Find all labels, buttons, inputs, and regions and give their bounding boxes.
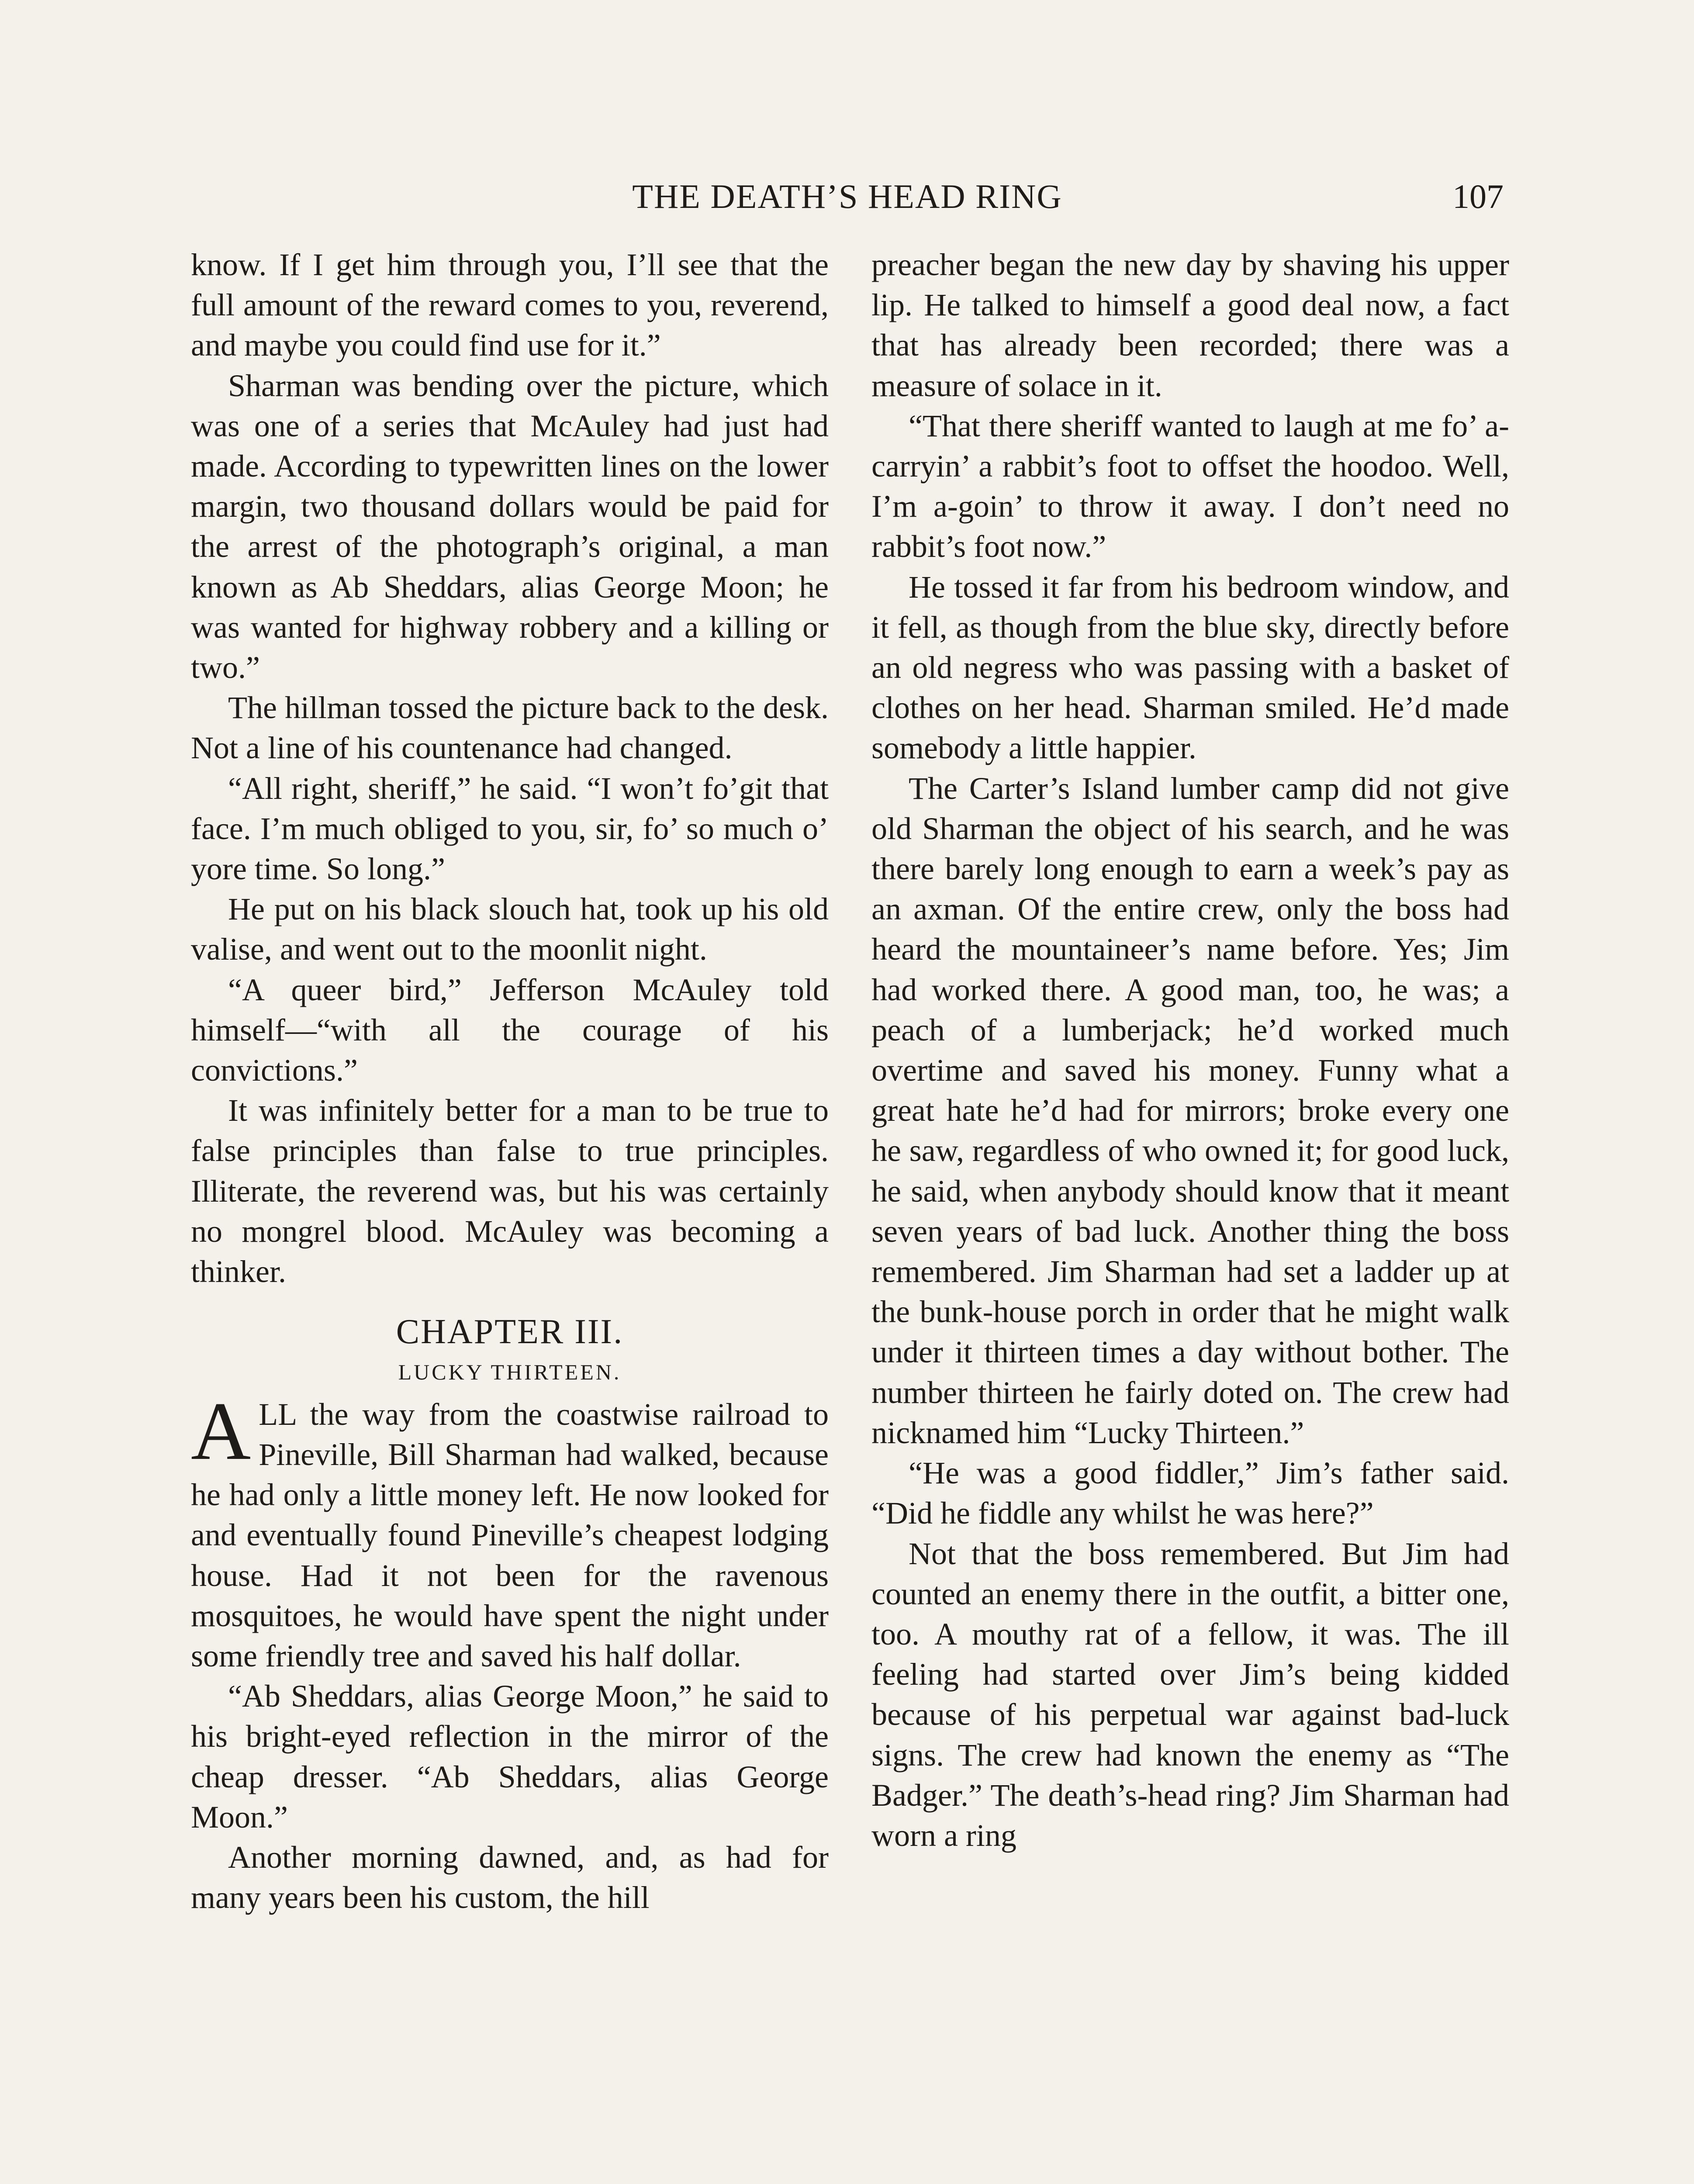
page-number: 107 bbox=[1452, 177, 1504, 215]
running-head bbox=[191, 170, 1504, 223]
paragraph: “A queer bird,” Jefferson McAuley told himself—“with all the courage of his convictions.” bbox=[191, 972, 829, 1088]
paragraph: “He was a good fiddler,” Jim’s father said. “Did he fiddle any whilst he was here?” bbox=[871, 1455, 1509, 1531]
chapter-opening-paragraph bbox=[191, 1385, 829, 1676]
paragraph: He put on his black slouch hat, took up his old valise, and went out to the moonlit night. bbox=[191, 892, 829, 967]
left-column bbox=[191, 245, 829, 1918]
paragraph: preacher began the new day by shaving his upper lip. He talked to himself a good deal now, a fact that has already been recorded; there was a measure of solace in it. bbox=[871, 247, 1509, 403]
paragraph: “That there sheriff wanted to laugh at me fo’ a-carryin’ a rabbit’s foot to offset the hoodoo. Well, I’m a-goin’ to throw it away. I don’t need no rabbit’s foot now.” bbox=[871, 408, 1509, 564]
running-title: THE DEATH’S HEAD RING bbox=[632, 177, 1062, 215]
paragraph-text: LL the way from the coastwise railroad to Pineville, Bill Sharman had walked, because he had only a little money left. He now looked for and eventually found Pineville’s cheapest lodging house. Had it not been for the ravenous mosquitoes, he would have spent the night under some friendly tree and saved his half dollar. bbox=[191, 1396, 829, 1673]
paragraph: The hillman tossed the picture back to the desk. Not a line of his countenance had changed. bbox=[191, 690, 829, 766]
paragraph: The Carter’s Island lumber camp did not give old Sharman the object of his search, and he was there barely long enough to earn a week’s pay as an axman. Of the entire crew, only the boss had heard the mountaineer’s name before. Yes; Jim had worked there. A good man, too, he was; a peach of a lumberjack; he’d worked much overtime and saved his money. Funny what a great hate he’d had for mirrors; broke every one he saw, regardless of who owned it; for good luck, he said, when anybody should know that it meant seven years of bad luck. Another thing the boss remembered. Jim Sharman had set a ladder up at the bunk-house porch in order that he might walk under it thirteen times a day without bother. The number thirteen he fairly doted on. The crew had nicknamed him “Lucky Thirteen.” bbox=[871, 771, 1509, 1450]
paragraph: Another morning dawned, and, as had for many years been his custom, the hill bbox=[191, 1839, 829, 1915]
right-column bbox=[871, 245, 1509, 1856]
paragraph: It was infinitely better for a man to be true to false principles than false to true principles. Illiterate, the reverend was, but his was certainly no mongrel blood. McAuley was becoming a thinker. bbox=[191, 1093, 829, 1289]
paragraph: “Ab Sheddars, alias George Moon,” he said to his bright-eyed reflection in the mirror of the cheap dresser. “Ab Sheddars, alias George Moon.” bbox=[191, 1679, 829, 1835]
drop-cap: A bbox=[191, 1385, 251, 1477]
paragraph: Not that the boss remembered. But Jim had counted an enemy there in the outfit, a bitter one, too. A mouthy rat of a fellow, it was. The ill feeling had started over Jim’s being kidded because of his perpetual war against bad-luck signs. The crew had known the enemy as “The Badger.” The death’s-head ring? Jim Sharman had worn a ring bbox=[871, 1536, 1509, 1853]
paragraph: “All right, sheriff,” he said. “I won’t fo’git that face. I’m much obliged to you, sir, fo’ so much o’ yore time. So long.” bbox=[191, 771, 829, 887]
chapter-subtitle: LUCKY THIRTEEN. bbox=[398, 1360, 622, 1385]
paragraph: Sharman was bending over the picture, which was one of a series that McAuley had just had made. According to typewritten lines on the lower margin, two thousand dollars would be paid for the arrest of the photograph’s original, a man known as Ab Sheddars, alias George Moon; he was wanted for highway robbery and a killing or two.” bbox=[191, 368, 829, 685]
paragraph: He tossed it far from his bedroom window, and it fell, as though from the blue sky, directly before an old negress who was passing with a basket of clothes on her head. Sharman smiled. He’d made somebody a little happier. bbox=[871, 569, 1509, 766]
paragraph: know. If I get him through you, I’ll see that the full amount of the reward comes to you, reverend, and maybe you could find use for it.” bbox=[191, 247, 829, 363]
chapter-heading: CHAPTER III. bbox=[396, 1313, 624, 1351]
